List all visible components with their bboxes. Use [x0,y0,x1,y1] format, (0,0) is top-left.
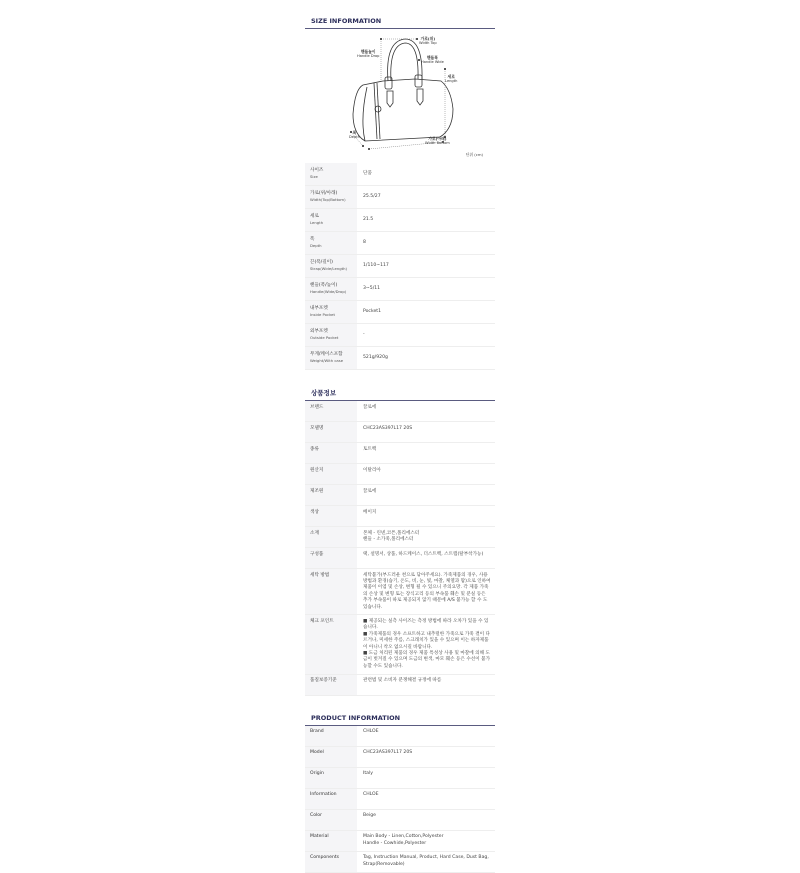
size-label [305,209,357,232]
info-value: Italy [357,767,495,788]
info-label: 품질보증기준 [305,674,357,695]
info-label: Color [305,809,357,830]
size-label-en: Length [310,220,324,225]
info-row [305,443,495,464]
info-label: Information [305,788,357,809]
info-label: 소재 [305,527,357,548]
size-label-en: Size [310,174,318,179]
info-row [305,615,495,674]
size-row [305,186,495,209]
size-value: Pocket1 [357,301,495,324]
bag-size-diagram [305,29,495,162]
size-label-en: Depth [310,243,322,248]
product-detail-column [305,0,495,873]
info-value: 베이지 [357,506,495,527]
size-label [305,278,357,301]
info-row [305,851,495,872]
size-row [305,347,495,370]
size-label [305,347,357,370]
size-label-ko: 내부포켓 [310,305,328,311]
info-value: 세탁불가(부드러운 천으로 닦아주세요). 가죽제품의 경우, 사용방법과 환경(습기, 온도, 비, 눈, 빛, 마찰, 체열과 땀)으로 인하여 제품이 이염 및 손상, 변형 될 수 있으니 주의요망. 각 제품 가죽의 손상 및 변형 또는 장식고리 등의 부속품 훼손 및 분실 등은 추가 부속품이 따로 제공되지 않기 때문에 A/S 불가능 할 수 도있습니다. [357,569,495,615]
info-label: Origin [305,767,357,788]
size-row [305,278,495,301]
info-value-line: ■ 가죽제품의 경우 소프트하고 내추럴한 가죽으로 가죽 결이 다르거나, 미세한 주름, 스크래치가 있을 수 있으며 이는 하자제품이 아니니 착오 없으시길 바랍니다. [363,631,490,650]
size-row [305,301,495,324]
info-label: Material [305,830,357,851]
info-row [305,809,495,830]
size-label [305,255,357,278]
size-row [305,324,495,347]
handbag-illustration [305,29,495,162]
info-value: CHLOE [357,788,495,809]
info-row [305,767,495,788]
info-value: 택, 설명서, 상품, 하드케이스, 더스트백, 스트랩(탈부착가능) [357,548,495,569]
label-width-top: 가로(위) Width Top [419,36,437,46]
size-value: 8 [357,232,495,255]
info-value-line: ■ 제공되는 실측 사이즈는 측정 방법에 따라 오차가 있을 수 있습니다. [363,618,489,631]
size-label-ko: 외부포켓 [310,328,328,334]
info-row [305,746,495,767]
info-value: 이탈리아 [357,464,495,485]
info-label: Brand [305,726,357,747]
info-value-line: Handle - Cowhide,Polyester [363,840,427,846]
info-value: CHLOE [357,726,495,747]
size-label-ko: 가로(위/아래) [310,190,338,196]
info-label: 원산지 [305,464,357,485]
info-row [305,830,495,851]
size-value: 521g/920g [357,347,495,370]
label-depth: 폭 Depth [349,130,360,140]
info-row [305,569,495,615]
size-value: 25.5/27 [357,186,495,209]
size-label [305,324,357,347]
size-row [305,232,495,255]
size-value: 3~5/11 [357,278,495,301]
info-value: 관련법 및 소비자 분쟁해결 규정에 따름 [357,674,495,695]
size-row [305,255,495,278]
size-value: 단품 [357,163,495,186]
size-label-en: Weight/With case [310,358,344,363]
info-label: 색상 [305,506,357,527]
size-value: 1/110~117 [357,255,495,278]
info-value: 토트백 [357,443,495,464]
info-row [305,527,495,548]
size-label [305,186,357,209]
info-label: 브랜드 [305,401,357,422]
size-label-ko: 무게/케이스포함 [310,351,343,357]
info-row [305,726,495,747]
size-label-ko: 사이즈 [310,167,324,173]
info-value: CHC23AS397L17 20S [357,746,495,767]
product-info-en-title: PRODUCT INFORMATION [311,713,401,722]
info-row [305,401,495,422]
info-value: 끌로에 [357,485,495,506]
info-row [305,422,495,443]
info-label: Components [305,851,357,872]
info-value [357,615,495,674]
info-row [305,788,495,809]
info-label: 모델명 [305,422,357,443]
info-value-line: 본체 - 린넨,코튼,폴리에스터 [363,530,420,536]
info-value-line: Main Body - Linen,Cotton,Polyester [363,834,444,840]
size-info-title: SIZE INFORMATION [311,17,382,25]
size-label-en: Width(Top/Bottom) [310,197,346,202]
size-value: - [357,324,495,347]
info-value: Tag, Instruction Manual, Product, Hard Case, Dust Bag, Strap(Removable) [357,851,495,872]
size-row [305,209,495,232]
product-info-ko-title: 상품정보 [311,389,337,397]
size-row [305,163,495,186]
info-value: 끌로에 [357,401,495,422]
label-handle-drop: 핸들높이 Handle Drop [357,49,380,59]
size-label [305,163,357,186]
size-label-ko: 끈(폭/길이) [310,259,333,265]
info-label: 종류 [305,443,357,464]
size-value: 21.5 [357,209,495,232]
info-row [305,464,495,485]
info-value: CHC23AS397L17 20S [357,422,495,443]
info-row [305,485,495,506]
size-label-en: Handle(Wide/Drop) [310,289,347,294]
size-label-ko: 폭 [310,236,315,242]
label-handle-wide: 핸들폭 Handle Wide [421,55,444,65]
info-label: Model [305,746,357,767]
product-info-en-table [305,726,495,873]
label-width-bottom: 가로(아래) Width Bottom [425,136,450,146]
info-value [357,527,495,548]
size-label-en: Inside Pocket [310,312,335,317]
info-label: 세탁 방법 [305,569,357,615]
product-info-ko-table [305,401,495,696]
size-label [305,232,357,255]
info-row [305,506,495,527]
info-value [357,830,495,851]
info-label: 구성품 [305,548,357,569]
info-row [305,548,495,569]
size-label-ko: 핸들(폭/높이) [310,282,338,288]
size-table [305,163,495,370]
info-label: 제조원 [305,485,357,506]
size-label-ko: 세로 [310,213,319,219]
info-value: Beige [357,809,495,830]
size-label-en: Strap(Wide/Length) [310,266,348,271]
info-value-line: 핸들 - 소가죽,폴리에스터 [363,536,414,542]
info-row [305,674,495,695]
label-length: 세로 Length [445,74,458,84]
size-label [305,301,357,324]
size-label-en: Outside Pocket [310,335,339,340]
info-value-line: ■ 도금 처리된 제품의 경우 제품 특성상 사용 및 마찰에 의해 도금이 벗겨질 수 있으며 도금의 변색, 마모 훼손 등은 수선이 불가능할 수도 있습니다. [363,650,491,669]
unit-note: 단위 (cm) [465,152,483,157]
info-label: 체크 포인트 [305,615,357,674]
